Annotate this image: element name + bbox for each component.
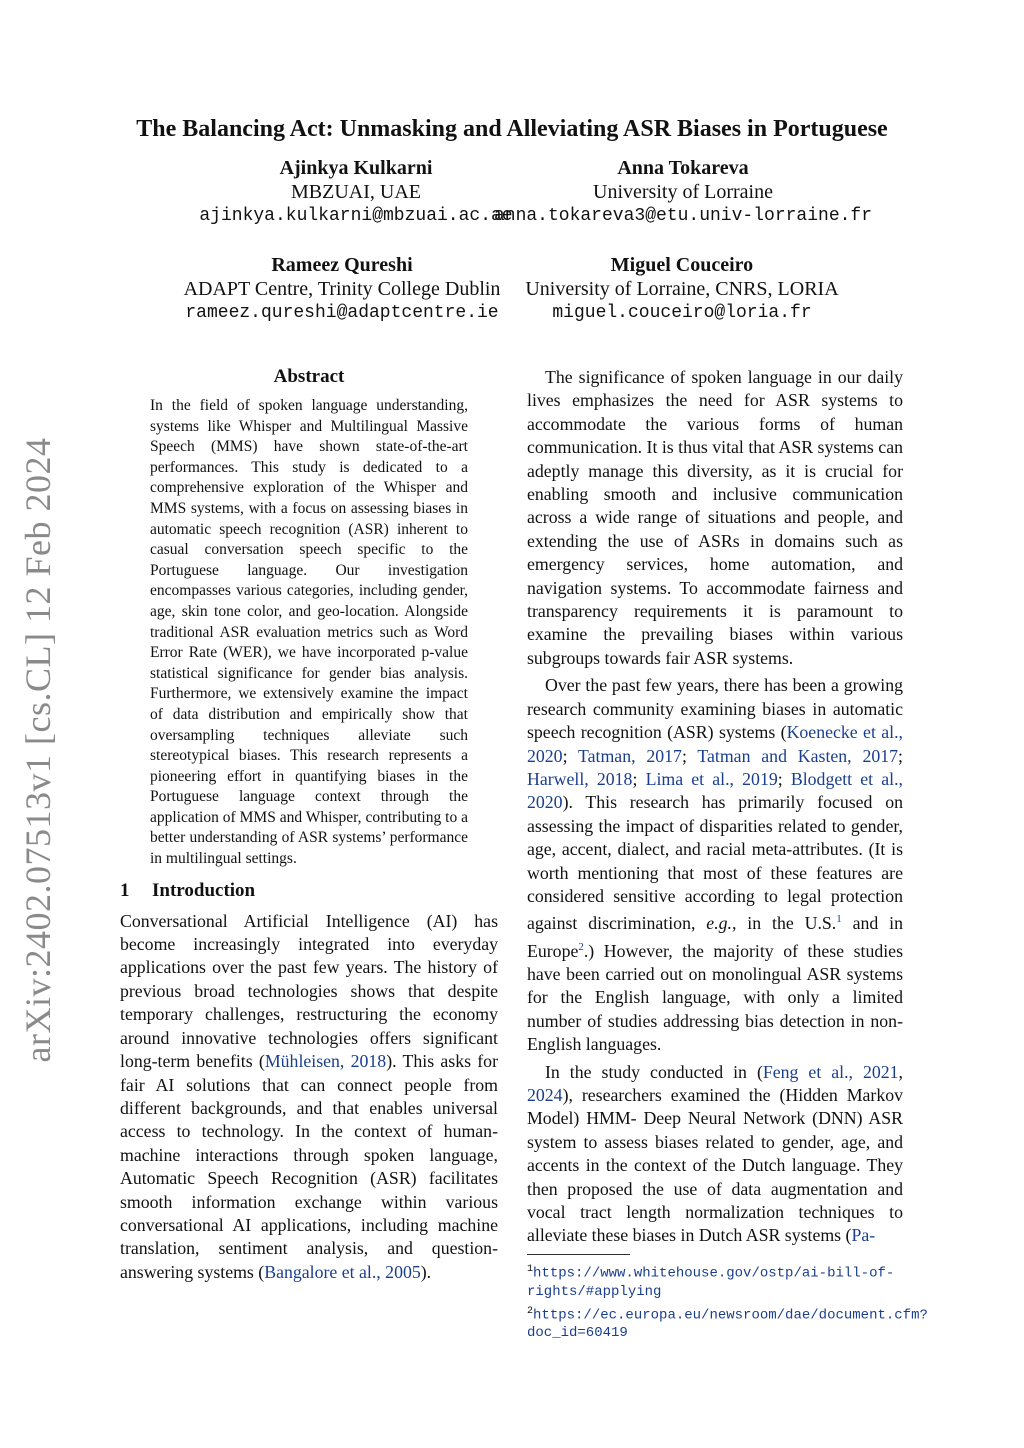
text-run: ). This research has primarily focused on assessing the impact of disparities related to gender, age, accent, dialect, and racial meta-attributes. (It is worth mentioning that most of these features are considered sensitive according to legal protection against discrimination, xyxy=(527,792,903,934)
footnote-number: 2 xyxy=(527,1305,534,1317)
footnote[interactable] xyxy=(527,1303,928,1343)
citation-link[interactable]: 2024 xyxy=(527,1085,563,1106)
emphasis: e.g., xyxy=(706,913,737,934)
author-name: Miguel Couceiro xyxy=(610,254,754,276)
text-run: in the U.S. xyxy=(736,913,837,934)
section-title: Introduction xyxy=(152,879,256,901)
author-email[interactable]: miguel.couceiro@loria.fr xyxy=(552,303,812,323)
citation-link[interactable]: Koenecke et al., 2020 xyxy=(527,722,903,766)
citation-link[interactable]: Tatman, 2017 xyxy=(578,745,682,766)
author-name: Rameez Qureshi xyxy=(271,254,413,276)
footnote[interactable] xyxy=(527,1261,903,1301)
citation-link[interactable]: Blodgett et al., 2020 xyxy=(527,768,903,813)
abstract-text: In the field of spoken language understanding, systems like Whisper and Multilingual Massive Speech (MMS) have shown state-of-the-art performances. This study is dedicated to a comprehensive exploration of the Whisper and MMS systems, with a focus on assessing biases in automatic speech recognition (ASR) inherent to casual conversation speech specific to the Portuguese language. Our investigation encompasses various categories, including gender, age, skin tone color, and geo-location. Alongside traditional ASR evaluation metrics such as Word Error Rate (WER), we have incorporated p-value statistical significance for gender bias analysis. Furthermore, we extensively examine the impact of data distribution and empirically show that oversampling techniques alleviate such stereotypical biases. This research represents a pioneering effort in quantifying biases in the Portuguese language context through the application of MMS and Whisper, contributing to a better understanding of ASR systems’ performance in multilingual settings. xyxy=(150,397,468,868)
arxiv-identifier: arXiv:2402.07513v1 [cs.CL] 12 Feb 2024 xyxy=(18,437,58,1063)
body-paragraph: The significance of spoken language in our daily lives emphasizes the need for ASR systems to accommodate the various forms of human communication. It is thus vital that ASR systems can adeptly manage this diversity, as it is crucial for enabling smooth and inclusive communication across a wide range of situations and people, and extending the use of ASRs in domains such as emergency services, home automation, and navigation systems. To accommodate fairness and transparency requirements it is paramount to examine the prevailing biases within various subgroups towards fair ASR systems. xyxy=(527,367,903,668)
author-name: Anna Tokareva xyxy=(617,157,749,179)
text-run: .) However, the majority of these studies have been carried out on monolingual ASR systems for the English language, with only a limited number of studies addressing bias detection in non-English languages. xyxy=(527,940,903,1055)
body-paragraph: In the study conducted in (Feng et al., 2021, 2024), researchers examined the (Hidden Markov Model) HMM- Deep Neural Network (DNN) ASR system to assess biases related to gender, age, and accents in the context of the Dutch language. They then proposed the use of data augmentation and vocal tract length normalization techniques to alleviate these biases in Dutch ASR systems (Pa- xyxy=(527,1061,903,1246)
author-affiliation: University of Lorraine xyxy=(593,181,773,203)
text-run: and in Europe xyxy=(527,913,903,961)
citation-link[interactable]: Pa- xyxy=(851,1225,876,1246)
right-column xyxy=(527,366,928,1344)
text-run: In the study conducted in ( xyxy=(545,1061,763,1082)
left-column xyxy=(120,366,498,1284)
body-paragraph: Over the past few years, there has been a growing research community examining biases in automatic speech recognition (ASR) systems (Koenecke et al., 2020; Tatman, 2017; Tatman and Kasten, 2017; Harwell, 2018; Lima et al., 2019; Blodgett et al., 2020). This research has primarily focused on assessing the impact of disparities related to gender, age, accent, dialect, and racial meta-attributes. (It is worth mentioning that most of these features are considered sensitive according to legal protection against discrimination, e.g., in the U.S.$^1$ and in Europe$^2$.) However, the majority of these studies have been carried out on monolingual ASR systems for the English language, with only a limited number of studies addressing bias detection in non-English languages. xyxy=(527,675,903,1055)
author-name: Ajinkya Kulkarni xyxy=(279,157,433,179)
citation-link[interactable]: Bangalore et al., 2005 xyxy=(264,1261,421,1282)
author-affiliation: University of Lorraine, CNRS, LORIA xyxy=(525,278,839,300)
section-number: 1 xyxy=(120,879,130,901)
footnote-url[interactable]: https://www.whitehouse.gov/ostp/ai-bill-of-rights/#applying xyxy=(527,1265,895,1300)
section-heading xyxy=(120,880,498,902)
text-run: ). xyxy=(420,1261,432,1282)
text-run: Conversational Artificial Intelligence (AI) has become increasingly integrated into everyday applications over the past few years. The history of previous broad technologies shows that despite temporary challenges, restructuring the economy around innovative technologies offers significant long-term benefits ( xyxy=(120,910,498,1072)
citation-link[interactable]: Harwell, 2018 xyxy=(527,768,633,789)
author-email[interactable]: ajinkya.kulkarni@mbzuai.ac.ae xyxy=(199,206,513,226)
arxiv-side-stamp xyxy=(8,437,68,1063)
author-block xyxy=(472,253,892,325)
author-affiliation: MBZUAI, UAE xyxy=(291,181,421,203)
text-run: Over the past few years, there has been a growing research community examining biases in automatic speech recognition (ASR) systems ( xyxy=(527,675,903,743)
intro-paragraph xyxy=(120,910,498,1285)
author-affiliation: ADAPT Centre, Trinity College Dublin xyxy=(183,278,501,300)
author-email[interactable]: rameez.qureshi@adaptcentre.ie xyxy=(185,303,499,323)
text-run: ). This asks for fair AI solutions that can connect people from different backgrounds, and that enables universal access to technology. In the context of human-machine interactions through spoken language, Automatic Speech Recognition (ASR) facilitates smooth information exchange within various conversational AI applications, including machine translation, sentiment analysis, and question-answering systems ( xyxy=(120,1051,498,1282)
author-block xyxy=(473,156,893,228)
footnote-divider xyxy=(527,1254,630,1255)
text-run: ), researchers examined the (Hidden Markov Model) HMM- Deep Neural Network (DNN) ASR system to assess biases related to gender, age, and accents in the context of the Dutch language. They then proposed the use of data augmentation and vocal tract length normalization techniques to alleviate these biases in Dutch ASR systems ( xyxy=(527,1085,903,1246)
citation-link[interactable]: Lima et al., 2019 xyxy=(645,768,778,789)
citation-link[interactable]: Tatman and Kasten, 2017 xyxy=(697,745,899,766)
paper-title: The Balancing Act: Unmasking and Alleviating ASR Biases in Portuguese xyxy=(136,116,888,142)
footnote-number: 1 xyxy=(527,1263,534,1275)
footnote-marker[interactable]: 2 xyxy=(578,940,584,953)
abstract-heading: Abstract xyxy=(273,366,345,387)
footnote-url[interactable]: https://ec.europa.eu/newsroom/dae/document.cfm?doc_id=60419 xyxy=(527,1307,928,1342)
citation-link[interactable]: Feng et al., 2021 xyxy=(762,1061,899,1082)
author-email[interactable]: anna.tokareva3@etu.univ-lorraine.fr xyxy=(493,206,873,226)
citation-link[interactable]: Mühleisen, 2018 xyxy=(264,1051,387,1072)
footnote-marker[interactable]: 1 xyxy=(836,913,842,926)
